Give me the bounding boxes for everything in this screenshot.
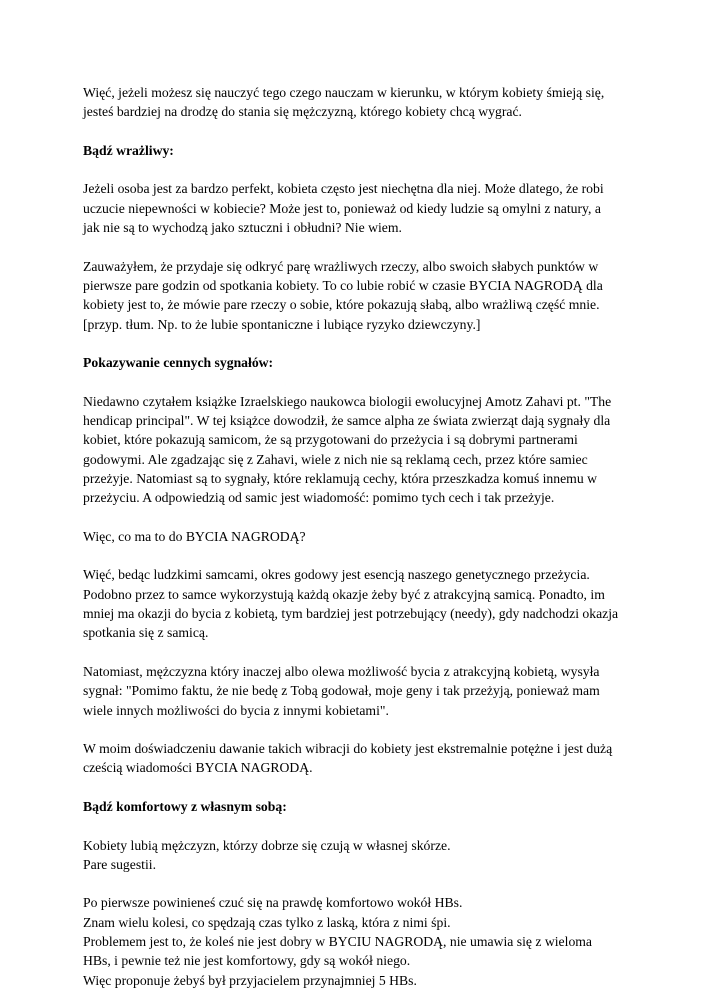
body-paragraph	[83, 739, 651, 778]
text-line: Jeżeli osoba jest za bardzo perfekt, kobieta często jest niechętna dla niej. Może dlatego, że robi	[83, 181, 604, 197]
text-line: hendicap principal". W tej książce dowodził, że samce alpha ze świata zwierząt dają sygnały dla	[83, 413, 611, 429]
text-line: kobiety jest to, że mówie pare rzeczy o sobie, które pokazują słabą, albo wrażliwą część mnie.	[83, 297, 600, 313]
text-line: kobiet, które pokazują samicom, że są przygotowani do przeżycia i są dobrymi partnerami	[83, 432, 578, 448]
text-line: uczucie niepewności w kobiecie? Może jest to, ponieważ od kiedy ludzie są omylni z natury, a	[83, 200, 601, 216]
text-line: cześcią wiadomości BYCIA NAGRODĄ.	[83, 760, 313, 776]
section-heading	[83, 353, 651, 372]
text-line: Podobno przez to samce wykorzystują każdą okazje żeby być z atrakcyjną samicą. Ponadto, im	[83, 586, 605, 602]
text-line: przeżyciu. A odpowiedzią od samic jest wiadomość: pomimo tych cech i tak przeżyje.	[83, 490, 555, 506]
section-heading	[83, 141, 651, 160]
text-line: przeżyje. Natomiast są to sygnały, które reklamują cechy, która przeszkadza komuś innemu w	[83, 470, 597, 486]
text-line: Pokazywanie cennych sygnałów:	[83, 355, 274, 371]
body-paragraph	[83, 257, 651, 334]
text-line: Bądź komfortowy z własnym sobą:	[83, 798, 287, 814]
text-line: Natomiast, mężczyzna który inaczej albo olewa możliwość bycia z atrakcyjną kobietą, wysyła	[83, 663, 600, 679]
body-paragraph	[83, 83, 651, 122]
text-line: [przyp. tłum. Np. to że lubie spontaniczne i lubiące ryzyko dziewczyny.]	[83, 316, 481, 332]
section-heading	[83, 797, 651, 816]
body-paragraph	[83, 392, 651, 508]
text-line: Niedawno czytałem książke Izraelskiego naukowca biologii ewolucyjnej Amotz Zahavi pt. "The	[83, 393, 612, 409]
text-line: sygnał: "Pomimo faktu, że nie bedę z Tobą godował, moje geny i tak przeżyją, ponieważ mam	[83, 683, 600, 699]
text-line: Bądź wrażliwy:	[83, 142, 174, 158]
text-line: mniej ma okazji do bycia z kobietą, tym bardziej jest potrzebujący (needy), gdy nadchodzi okazja	[83, 606, 619, 622]
text-line: Pare sugestii.	[83, 856, 156, 872]
text-line: HBs, i pewnie też nie jest komfortowy, gdy są wokół niego.	[83, 953, 411, 969]
text-line: Więć, bedąc ludzkimi samcami, okres godowy jest esencją naszego genetycznego przeżycia.	[83, 567, 590, 583]
text-line: Po pierwsze powinieneś czuć się na prawdę komfortowo wokół HBs.	[83, 895, 463, 911]
text-line: Zauważyłem, że przydaje się odkryć parę wrażliwych rzeczy, albo swoich słabych punktów w	[83, 258, 599, 274]
text-line: jak nie są to wychodzą jako sztuczni i obłudni? Nie wiem.	[83, 220, 402, 236]
text-line: W moim doświadczeniu dawanie takich wibracji do kobiety jest ekstremalnie potężne i jest dużą	[83, 741, 613, 757]
text-line: spotkania się z samicą.	[83, 625, 209, 641]
body-paragraph	[83, 662, 651, 720]
text-line: Więc, co ma to do BYCIA NAGRODĄ?	[83, 528, 306, 544]
body-paragraph	[83, 565, 651, 642]
document-page	[83, 83, 651, 990]
body-paragraph	[83, 527, 651, 546]
body-paragraph	[83, 836, 651, 875]
text-line: Kobiety lubią mężczyzn, którzy dobrze się czują w własnej skórze.	[83, 837, 451, 853]
body-paragraph	[83, 179, 651, 237]
text-line: Więć, jeżeli możesz się nauczyć tego czego nauczam w kierunku, w którym kobiety śmieją się,	[83, 85, 605, 100]
text-line: jesteś bardziej na drodzę do stania się mężczyzną, którego kobiety chcą wygrać.	[83, 104, 522, 120]
text-line: Znam wielu kolesi, co spędzają czas tylko z laską, która z nimi śpi.	[83, 914, 451, 930]
text-line: Więc proponuje żebyś był przyjacielem przynajmniej 5 HBs.	[83, 972, 417, 988]
text-line: wiele innych możliwości do bycia z innymi kobietami".	[83, 702, 389, 718]
text-line: pierwsze pare godzin od spotkania kobiety. To co lubie robić w czasie BYCIA NAGRODĄ dla	[83, 277, 603, 293]
text-line: godowymi. Ale zgadzając się z Zahavi, wiele z nich nie są reklamą cech, przez które samiec	[83, 451, 588, 467]
text-line: Problemem jest to, że koleś nie jest dobry w BYCIU NAGRODĄ, nie umawia się z wieloma	[83, 934, 593, 950]
